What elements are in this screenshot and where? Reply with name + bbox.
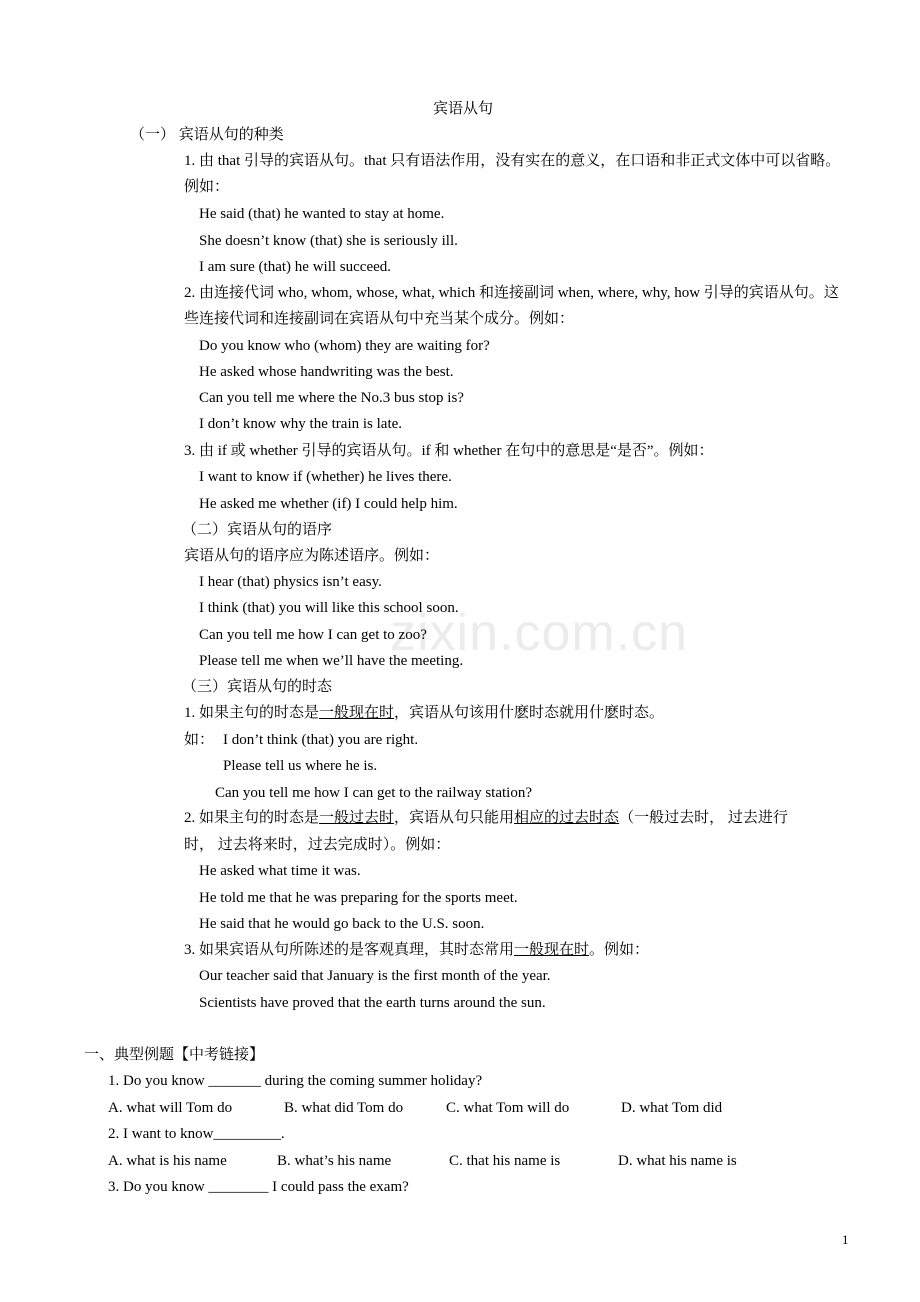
example-line: Please tell me when we’ll have the meeting. — [199, 653, 464, 669]
section-2-heading: （二）宾语从句的语序 — [182, 522, 333, 538]
exercise-heading: 一、典型例题【中考链接】 — [84, 1047, 265, 1063]
example-line: I am sure (that) he will succeed. — [199, 259, 392, 275]
section-2-intro: 宾语从句的语序应为陈述语序。例如： — [184, 548, 440, 564]
underlined-term: 相应的过去时态 — [514, 810, 620, 826]
example-line: He asked whose handwriting was the best. — [199, 364, 454, 380]
example-line: He said (that) he wanted to stay at home. — [199, 206, 445, 222]
example-line: Our teacher said that January is the first month of the year. — [199, 968, 551, 984]
example-line: I want to know if (whether) he lives there. — [199, 469, 452, 485]
section-1-heading: （一） 宾语从句的种类 — [130, 127, 284, 143]
rule-2-text: 2. 由连接代词 who, whom, whose, what, which 和连接副词 when, where, why, how 引导的宾语从句。这些连接代词和连接副词在宾语从句中充当某个成分。例如： — [184, 285, 839, 327]
option-d: D. what his name is — [618, 1153, 737, 1169]
example-line: Do you know who (whom) they are waiting for? — [199, 338, 490, 354]
example-line: Can you tell me where the No.3 bus stop is? — [199, 390, 464, 406]
watermark: zixin.com.cn — [390, 604, 689, 662]
tense-rule-1: 1. 如果主句的时态是一般现在时，宾语从句该用什麽时态就用什麽时态。 — [184, 705, 665, 721]
page-number: 1 — [842, 1232, 849, 1247]
question-2: 2. I want to know_________. — [108, 1126, 285, 1142]
example-line: I think (that) you will like this school soon. — [199, 600, 459, 616]
question-3: 3. Do you know ________ I could pass the exam? — [108, 1179, 409, 1195]
option-a: A. what will Tom do — [108, 1100, 233, 1116]
example-line: I don’t know why the train is late. — [199, 416, 403, 432]
example-line: He said that he would go back to the U.S. soon. — [199, 916, 485, 932]
example-line: She doesn’t know (that) she is seriously ill. — [199, 233, 458, 249]
section-3-heading: （三）宾语从句的时态 — [182, 679, 333, 695]
rule-1-text: 1. 由 that 引导的宾语从句。that 只有语法作用，没有实在的意义，在口语和非正式文体中可以省略。例如： — [184, 153, 841, 195]
example-line: Please tell us where he is. — [223, 758, 378, 774]
example-line: Can you tell me how I can get to zoo? — [199, 627, 427, 643]
example-line: Can you tell me how I can get to the railway station? — [215, 785, 532, 801]
option-d: D. what Tom did — [621, 1100, 723, 1116]
example-line: I don’t think (that) you are right. — [223, 732, 419, 748]
page-title: 宾语从句 — [433, 101, 494, 117]
rule-3-text: 3. 由 if 或 whether 引导的宾语从句。if 和 whether 在句中的意思是“是否”。例如： — [184, 443, 714, 459]
example-line: He told me that he was preparing for the sports meet. — [199, 890, 518, 906]
tense-rule-3: 3. 如果宾语从句所陈述的是客观真理，其时态常用一般现在时。例如： — [184, 942, 650, 958]
underlined-term: 一般过去时 — [319, 810, 395, 826]
example-line: He asked me whether (if) I could help him. — [199, 496, 458, 512]
tense-rule-2-cont: 时， 过去将来时，过去完成时）。例如： — [184, 837, 451, 853]
underlined-term: 一般现在时 — [514, 942, 590, 958]
option-b: B. what did Tom do — [284, 1100, 404, 1116]
option-c: C. that his name is — [449, 1153, 561, 1169]
option-a: A. what is his name — [108, 1153, 227, 1169]
example-line: Scientists have proved that the earth turns around the sun. — [199, 995, 546, 1011]
underlined-term: 一般现在时 — [319, 705, 395, 721]
option-c: C. what Tom will do — [446, 1100, 570, 1116]
example-lead: 如： — [184, 732, 215, 748]
example-line: He asked what time it was. — [199, 863, 361, 879]
tense-rule-2: 2. 如果主句的时态是一般过去时，宾语从句只能用相应的过去时态（一般过去时， 过去进行 — [184, 810, 788, 826]
option-b: B. what’s his name — [277, 1153, 392, 1169]
example-line: I hear (that) physics isn’t easy. — [199, 574, 382, 590]
question-1: 1. Do you know _______ during the coming summer holiday? — [108, 1073, 483, 1089]
